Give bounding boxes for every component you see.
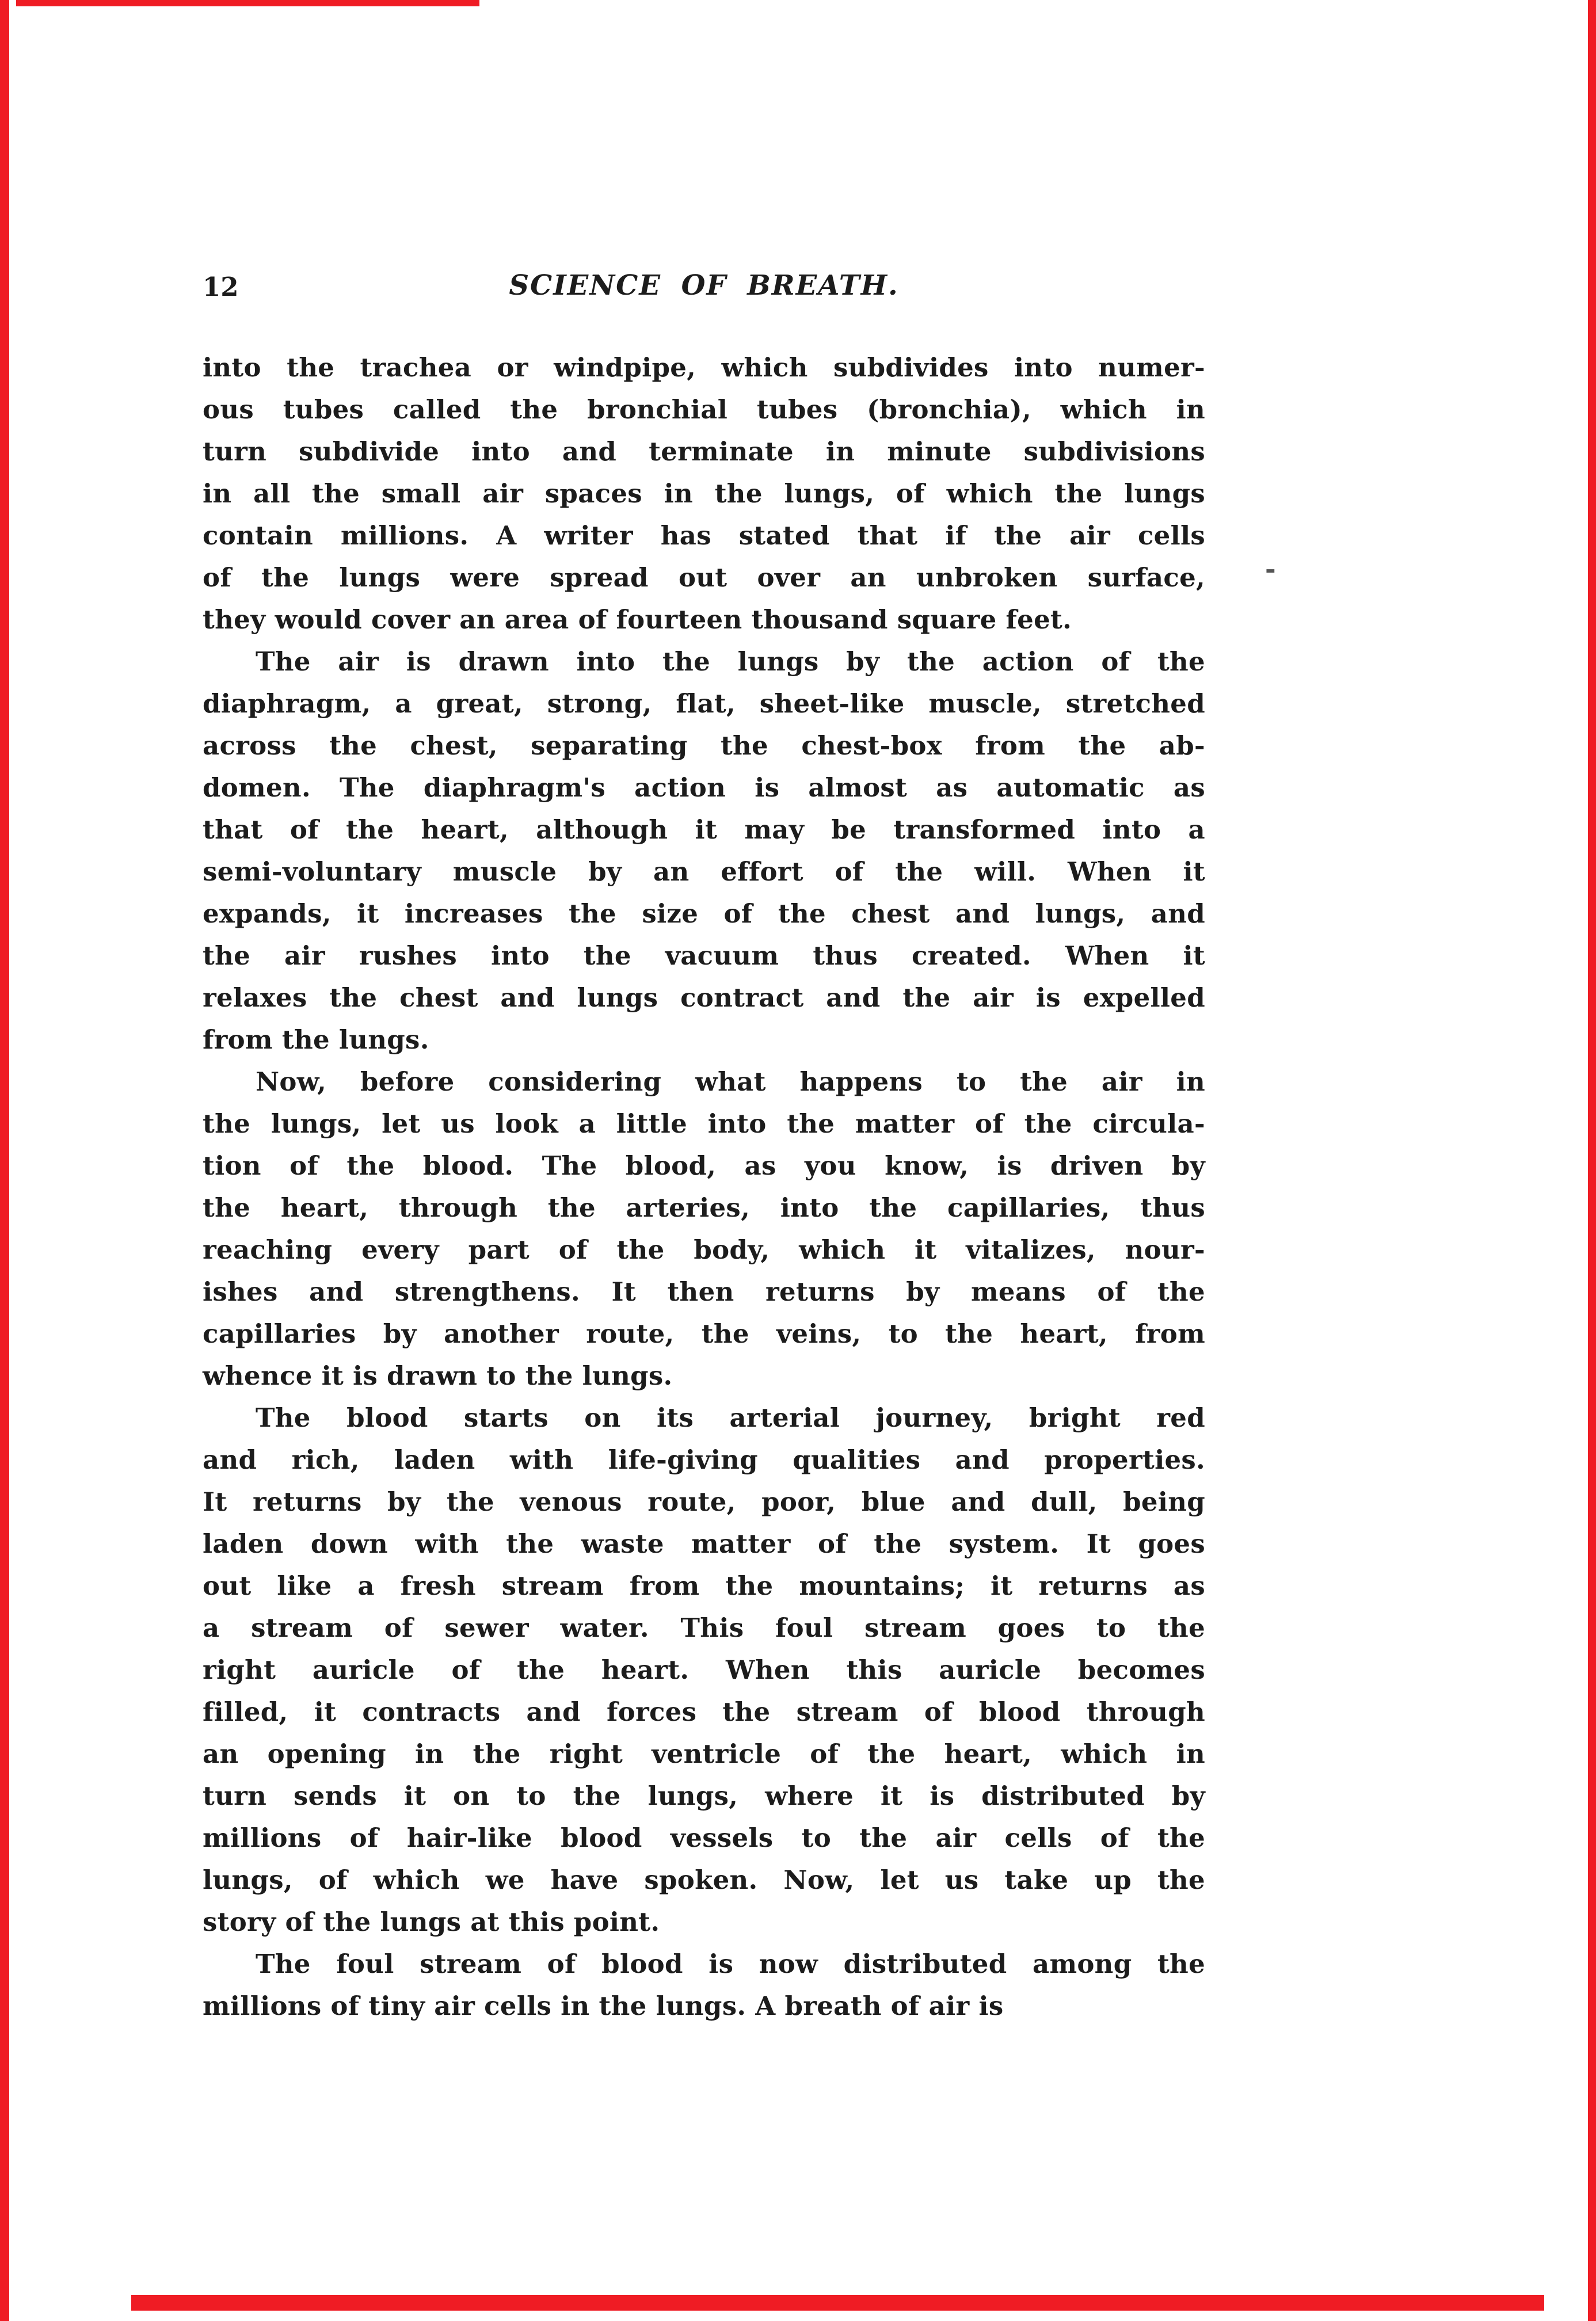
- text-line: relaxes the chest and lungs contract and the air is expelled: [203, 982, 1205, 1013]
- paragraph: [203, 1943, 1205, 2027]
- page-body: [203, 346, 1205, 2027]
- text-line: out like a fresh stream from the mountains; it returns as: [203, 1571, 1205, 1601]
- text-line: filled, it contracts and forces the stream of blood through: [203, 1697, 1205, 1727]
- text-line: into the trachea or windpipe, which subdivides into numer-: [203, 352, 1205, 383]
- paragraph: [203, 1061, 1205, 1397]
- text-line: It returns by the venous route, poor, blue and dull, being: [203, 1487, 1205, 1517]
- text-line: that of the heart, although it may be transformed into a: [203, 814, 1205, 845]
- text-line: laden down with the waste matter of the system. It goes: [203, 1529, 1205, 1559]
- red-scan-line-top: [16, 0, 479, 6]
- paragraph: [203, 346, 1205, 641]
- red-scan-line-left: [0, 0, 9, 2321]
- text-line: The blood starts on its arterial journey, bright red: [256, 1402, 1205, 1433]
- text-line: in all the small air spaces in the lungs, of which the lungs: [203, 478, 1205, 509]
- text-line: story of the lungs at this point.: [203, 1907, 660, 1937]
- text-line: millions of tiny air cells in the lungs. A breath of air is: [203, 1991, 1004, 2021]
- text-line: domen. The diaphragm's action is almost as automatic as: [203, 772, 1205, 803]
- text-line: ishes and strengthens. It then returns by means of the: [203, 1276, 1205, 1307]
- red-scan-line-right: [1588, 0, 1596, 2321]
- text-line: semi-voluntary muscle by an effort of the will. When it: [203, 856, 1205, 887]
- text-line: across the chest, separating the chest-box from the ab-: [203, 730, 1205, 761]
- paragraph: [203, 641, 1205, 1061]
- text-line: of the lungs were spread out over an unbroken surface,: [203, 562, 1205, 593]
- text-line: expands, it increases the size of the chest and lungs, and: [203, 898, 1205, 929]
- text-line: ous tubes called the bronchial tubes (bronchia), which in: [203, 394, 1205, 425]
- text-line: millions of hair-like blood vessels to the air cells of the: [203, 1823, 1205, 1853]
- text-line: The air is drawn into the lungs by the action of the: [256, 646, 1205, 677]
- text-line: and rich, laden with life-giving qualities and properties.: [203, 1445, 1205, 1475]
- text-line: the heart, through the arteries, into the capillaries, thus: [203, 1192, 1205, 1223]
- text-line: contain millions. A writer has stated that if the air cells: [203, 520, 1205, 551]
- margin-ink-mark: -: [1265, 554, 1276, 584]
- text-line: tion of the blood. The blood, as you know, is driven by: [203, 1150, 1205, 1181]
- page-header: [203, 269, 1205, 304]
- page-title: SCIENCE OF BREATH.: [509, 269, 899, 302]
- text-line: a stream of sewer water. This foul stream goes to the: [203, 1613, 1205, 1643]
- text-line: they would cover an area of fourteen thousand square feet.: [203, 604, 1072, 635]
- text-line: an opening in the right ventricle of the heart, which in: [203, 1739, 1205, 1769]
- text-line: whence it is drawn to the lungs.: [203, 1360, 673, 1391]
- text-line: turn sends it on to the lungs, where it is distributed by: [203, 1781, 1205, 1811]
- text-line: diaphragm, a great, strong, flat, sheet-like muscle, stretched: [203, 688, 1205, 719]
- text-line: Now, before considering what happens to the air in: [256, 1066, 1205, 1097]
- red-scan-line-bottom: [131, 2295, 1544, 2311]
- paragraph: [203, 1397, 1205, 1943]
- text-line: the air rushes into the vacuum thus created. When it: [203, 940, 1205, 971]
- text-line: from the lungs.: [203, 1024, 429, 1055]
- text-line: The foul stream of blood is now distributed among the: [256, 1949, 1205, 1979]
- page-number: 12: [203, 272, 239, 302]
- text-line: capillaries by another route, the veins, to the heart, from: [203, 1318, 1205, 1349]
- text-line: reaching every part of the body, which it vitalizes, nour-: [203, 1234, 1205, 1265]
- text-line: right auricle of the heart. When this auricle becomes: [203, 1655, 1205, 1685]
- text-line: lungs, of which we have spoken. Now, let us take up the: [203, 1865, 1205, 1895]
- text-line: the lungs, let us look a little into the matter of the circula-: [203, 1108, 1205, 1139]
- text-line: turn subdivide into and terminate in minute subdivisions: [203, 436, 1205, 467]
